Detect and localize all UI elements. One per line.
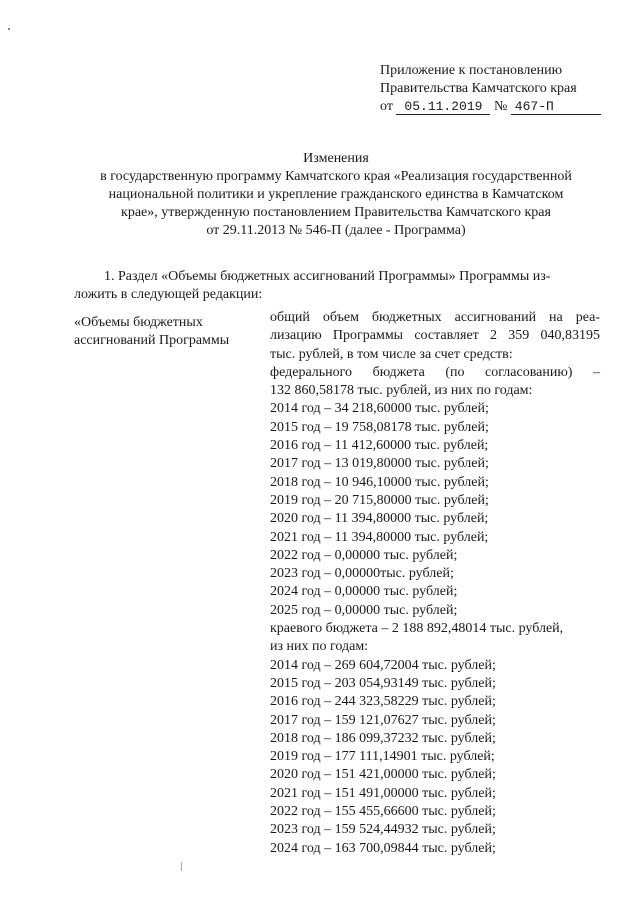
year-line: 2018 год – 186 099,37232 тыс. рублей; [270,730,496,746]
content-line: из них по годам: [270,639,369,655]
intro-line-1: 1. Раздел «Объемы бюджетных ассигнований Программы» Программы из- [104,269,551,284]
year-line: 2015 год – 203 054,93149 тыс. рублей; [270,675,496,691]
year-line: 2017 год – 159 121,07627 тыс. рублей; [270,712,496,728]
year-line: 2022 год – 155 455,66600 тыс. рублей; [270,804,496,820]
year-line: 2016 год – 11 412,60000 тыс. рублей; [270,438,489,454]
section-label-line-1: «Объемы бюджетных [74,315,203,330]
title-line: крае», утвержденную постановлением Правительства Камчатского края [121,205,551,220]
year-line: 2020 год – 151 421,00000 тыс. рублей; [270,767,496,783]
content-line: федерального бюджета (по согласованию) – [270,364,600,380]
from-label: от [380,99,393,114]
appendix-header [380,62,620,116]
title-heading: Изменения [303,151,369,166]
appendix-date-number [380,98,620,116]
section-label [74,314,264,350]
year-line: 2024 год – 0,00000 тыс. рублей; [270,584,458,600]
year-line: 2023 год – 0,00000тыс. рублей; [270,566,454,582]
content-line: тыс. рублей, в том числе за счет средств: [270,346,513,362]
year-line: 2015 год – 19 758,08178 тыс. рублей; [270,419,489,435]
document-title [60,150,612,240]
year-line: 2025 год – 0,00000 тыс. рублей; [270,602,458,618]
content-line: общий объем бюджетных ассигнований на реа- [270,310,600,325]
appendix-line-2: Правительства Камчатского края [380,81,577,96]
year-line: 2024 год – 163 700,09844 тыс. рублей; [270,840,496,856]
intro-paragraph [74,268,596,304]
document-date: 05.11.2019 [396,99,490,115]
year-line: 2020 год – 11 394,80000 тыс. рублей; [270,511,489,527]
year-line: 2019 год – 20 715,80000 тыс. рублей; [270,492,489,508]
year-line: 2021 год – 11 394,80000 тыс. рублей; [270,529,489,545]
content-line: краевого бюджета – 2 188 892,48014 тыс. рублей, [270,621,564,637]
appendix-line-1: Приложение к постановлению [380,63,563,78]
year-line: 2021 год – 151 491,00000 тыс. рублей; [270,785,496,801]
scan-speck [8,28,10,30]
content-line: 132 860,58178 тыс. рублей, из них по годам: [270,383,533,399]
content-line: лизацию Программы составляет 2 359 040,83195 [270,328,600,344]
title-line: национальной политики и укрепление гражданского единства в Камчатском [108,187,564,202]
scan-mark [181,862,182,871]
year-line: 2016 год – 244 323,58229 тыс. рублей; [270,694,496,710]
year-line: 2017 год – 13 019,80000 тыс. рублей; [270,456,489,472]
year-line: 2014 год – 34 218,60000 тыс. рублей; [270,401,489,417]
year-line: 2023 год – 159 524,44932 тыс. рублей; [270,822,496,838]
title-line: от 29.11.2013 № 546-П (далее - Программа) [206,223,466,238]
budget-content [270,309,600,858]
year-line: 2014 год – 269 604,72004 тыс. рублей; [270,657,496,673]
title-line: в государственную программу Камчатского края «Реализация государственной [100,169,572,184]
section-label-line-2: ассигнований Программы [74,333,230,348]
document-number: 467-П [511,99,601,115]
number-label: № [493,99,508,114]
year-line: 2022 год – 0,00000 тыс. рублей; [270,547,458,563]
year-line: 2018 год – 10 946,10000 тыс. рублей; [270,474,489,490]
intro-line-2: ложить в следующей редакции: [74,287,263,302]
year-line: 2019 год – 177 111,14901 тыс. рублей; [270,749,495,765]
